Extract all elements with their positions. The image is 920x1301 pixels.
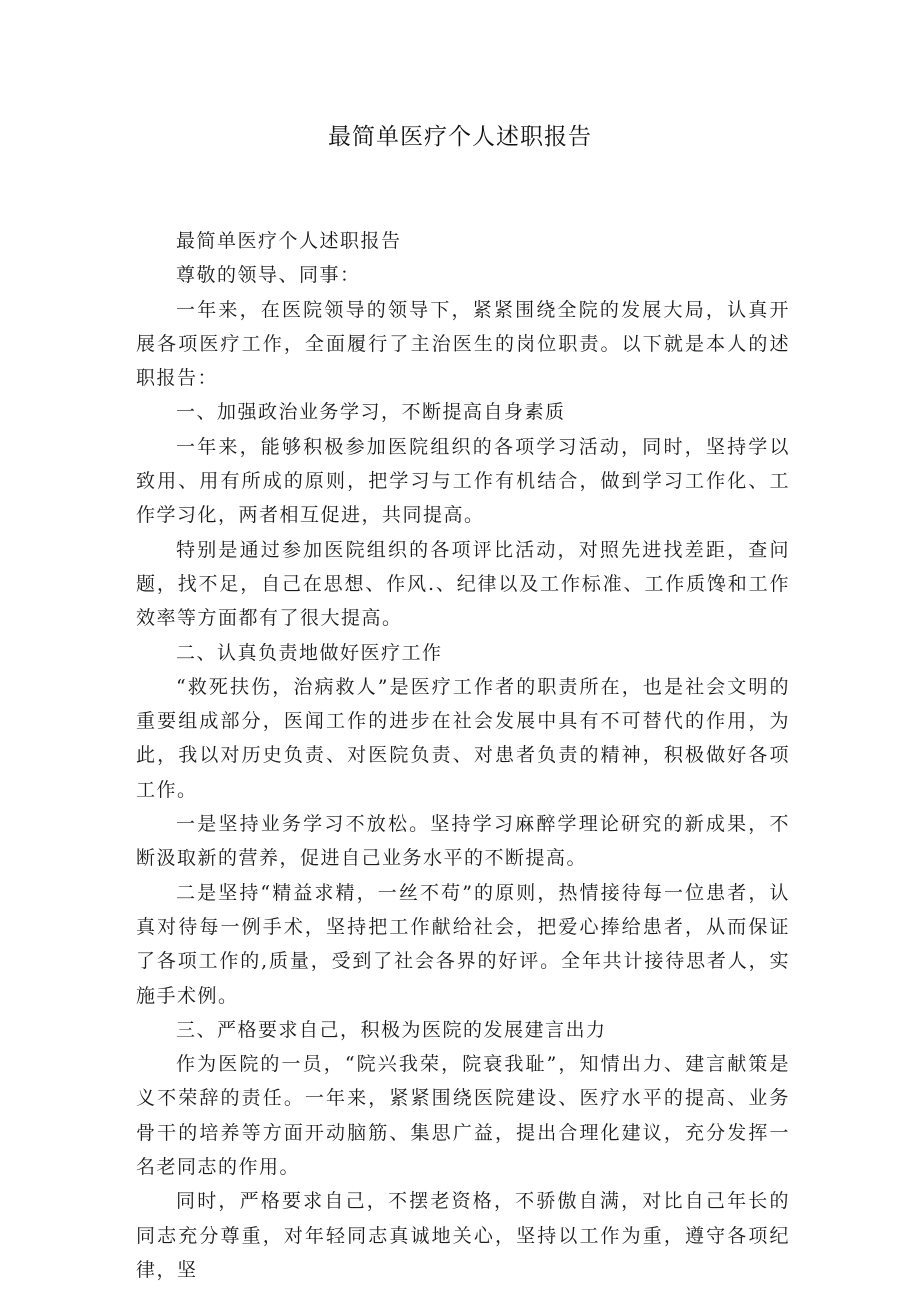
paragraph: 同时，严格要求自己，不摆老资格，不骄傲自满，对比自己年长的同志充分尊重，对年轻同志真诚地关心，坚持以工作为重，遵守各项纪律，坚 xyxy=(136,1190,790,1281)
paragraph: 一是坚持业务学习不放松。坚持学习麻醉学理论研究的新成果，不断汲取新的营养，促进自己业务水平的不断提高。 xyxy=(136,813,790,870)
document-title: 最简单医疗个人述职报告 xyxy=(328,124,592,150)
paragraph-subtitle: 最简单医疗个人述职报告 xyxy=(176,230,402,252)
section-heading-1: 一、加强政治业务学习，不断提高自身素质 xyxy=(176,401,566,424)
section-heading-3: 三、严格要求自己，积极为医院的发展建言出力 xyxy=(176,1018,607,1041)
paragraph-intro: 一年来，在医院领导的领导下，紧紧围绕全院的发展大局，认真开展各项医疗工作，全面履行了主治医生的岗位职责。以下就是本人的述职报告： xyxy=(136,298,790,390)
paragraph: 二是坚持“精益求精，一丝不苟”的原则，热情接待每一位患者，认真对待每一例手术，坚持把工作献给社会，把爱心捧给患者，从而保证了各项工作的,质量，受到了社会各界的好评。全年共计接待思者人，实施手术例。 xyxy=(136,881,790,1007)
paragraph: 一年来，能够积极参加医院组织的各项学习活动，同时，坚持学以致用、用有所成的原则，把学习与工作有机结合，做到学习工作化、工作学习化，两者相互促进，共同提高。 xyxy=(136,435,790,527)
paragraph: 作为医院的一员，“院兴我荣，院衰我耻”，知情出力、建言献策是义不荣辞的责任。一年来，紧紧围绕医院建设、医疗水平的提高、业务骨干的培养等方面开动脑筋、集思广益，提出合理化建议，充分发挥一名老同志的作用。 xyxy=(136,1053,790,1179)
document-body xyxy=(136,224,790,1287)
paragraph: 特别是通过参加医院组织的各项评比活动，对照先进找差距，查问题，找不足，自己在思想、作风.、纪律以及工作标准、工作质馋和工作效率等方面都有了很大提高。 xyxy=(136,538,790,630)
paragraph-salutation: 尊敬的领导、同事： xyxy=(176,264,361,287)
paragraph: “救死扶伤，治病救人”是医疗工作者的职责所在，也是社会文明的重要组成部分，医闻工作的进步在社会发展中具有不可替代的作用，为此，我以对历史负责、对医院负责、对患者负责的精神，积极做好各项工作。 xyxy=(136,675,790,801)
section-heading-2: 二、认真负责地做好医疗工作 xyxy=(176,641,443,664)
